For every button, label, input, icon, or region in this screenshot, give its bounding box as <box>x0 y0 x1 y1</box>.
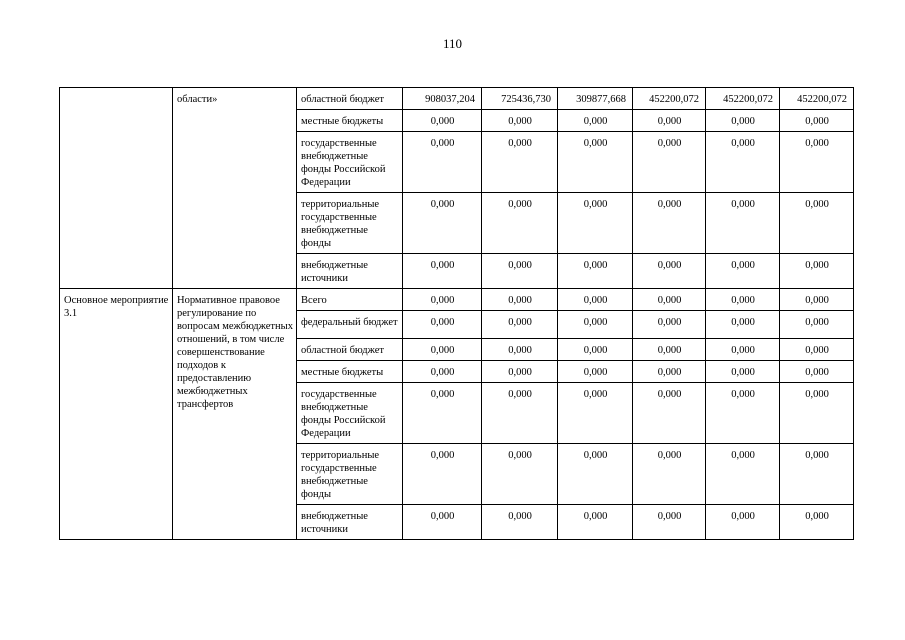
value-cell: 0,000 <box>706 383 780 444</box>
value-cell: 0,000 <box>403 311 482 339</box>
measure-name-cell <box>60 88 173 289</box>
value-cell: 0,000 <box>633 311 706 339</box>
value-cell: 0,000 <box>403 132 482 193</box>
funding-source-cell: местные бюджеты <box>297 361 403 383</box>
value-cell: 0,000 <box>558 444 633 505</box>
funding-source-cell: федеральный бюджет <box>297 311 403 339</box>
value-cell: 0,000 <box>482 444 558 505</box>
value-cell: 0,000 <box>482 289 558 311</box>
table-row <box>60 289 854 311</box>
value-cell: 0,000 <box>706 444 780 505</box>
value-cell: 0,000 <box>482 339 558 361</box>
value-cell: 0,000 <box>780 383 854 444</box>
value-cell: 0,000 <box>780 110 854 132</box>
value-cell: 0,000 <box>633 361 706 383</box>
value-cell: 0,000 <box>706 289 780 311</box>
value-cell: 0,000 <box>558 505 633 540</box>
value-cell: 0,000 <box>706 339 780 361</box>
value-cell: 0,000 <box>706 361 780 383</box>
value-cell: 0,000 <box>403 383 482 444</box>
value-cell: 0,000 <box>633 254 706 289</box>
measure-description-cell: Нормативное правовое регулирование по вопросам межбюджетных отношений, в том числе совершенствование подходов к предоставлению межбюджетных трансфертов <box>173 289 297 540</box>
value-cell: 0,000 <box>633 193 706 254</box>
value-cell: 0,000 <box>558 339 633 361</box>
value-cell: 0,000 <box>482 110 558 132</box>
value-cell: 0,000 <box>482 193 558 254</box>
value-cell: 0,000 <box>558 193 633 254</box>
value-cell: 0,000 <box>706 193 780 254</box>
value-cell: 0,000 <box>482 254 558 289</box>
value-cell: 0,000 <box>558 110 633 132</box>
value-cell: 0,000 <box>403 361 482 383</box>
value-cell: 0,000 <box>780 289 854 311</box>
value-cell: 0,000 <box>558 383 633 444</box>
value-cell: 452200,072 <box>633 88 706 110</box>
funding-source-cell: территориальные государственные внебюджетные фонды <box>297 193 403 254</box>
value-cell: 0,000 <box>706 254 780 289</box>
value-cell: 0,000 <box>482 132 558 193</box>
value-cell: 725436,730 <box>482 88 558 110</box>
funding-source-cell: Всего <box>297 289 403 311</box>
value-cell: 0,000 <box>403 505 482 540</box>
value-cell: 0,000 <box>403 289 482 311</box>
value-cell: 0,000 <box>780 132 854 193</box>
value-cell: 0,000 <box>706 110 780 132</box>
value-cell: 0,000 <box>706 505 780 540</box>
funding-source-cell: государственные внебюджетные фонды Российской Федерации <box>297 383 403 444</box>
funding-source-cell: территориальные государственные внебюджетные фонды <box>297 444 403 505</box>
value-cell: 0,000 <box>633 444 706 505</box>
table-row <box>60 88 854 110</box>
value-cell: 0,000 <box>403 339 482 361</box>
value-cell: 0,000 <box>780 361 854 383</box>
budget-table <box>59 87 854 540</box>
measure-description-cell: области» <box>173 88 297 289</box>
value-cell: 0,000 <box>633 132 706 193</box>
value-cell: 0,000 <box>558 254 633 289</box>
value-cell: 0,000 <box>482 361 558 383</box>
value-cell: 0,000 <box>633 505 706 540</box>
funding-source-cell: внебюджетные источники <box>297 505 403 540</box>
value-cell: 0,000 <box>633 383 706 444</box>
value-cell: 0,000 <box>780 339 854 361</box>
funding-source-cell: областной бюджет <box>297 88 403 110</box>
value-cell: 0,000 <box>558 132 633 193</box>
funding-source-cell: государственные внебюджетные фонды Российской Федерации <box>297 132 403 193</box>
value-cell: 0,000 <box>558 289 633 311</box>
value-cell: 0,000 <box>706 132 780 193</box>
value-cell: 0,000 <box>633 110 706 132</box>
value-cell: 0,000 <box>403 254 482 289</box>
page-number: 110 <box>442 36 463 51</box>
value-cell: 0,000 <box>403 110 482 132</box>
value-cell: 452200,072 <box>706 88 780 110</box>
value-cell: 0,000 <box>780 311 854 339</box>
funding-source-cell: областной бюджет <box>297 339 403 361</box>
value-cell: 0,000 <box>403 193 482 254</box>
value-cell: 0,000 <box>558 361 633 383</box>
value-cell: 309877,668 <box>558 88 633 110</box>
funding-source-cell: внебюджетные источники <box>297 254 403 289</box>
value-cell: 0,000 <box>780 505 854 540</box>
value-cell: 0,000 <box>482 311 558 339</box>
value-cell: 0,000 <box>780 444 854 505</box>
value-cell: 0,000 <box>706 311 780 339</box>
value-cell: 0,000 <box>403 444 482 505</box>
value-cell: 0,000 <box>780 254 854 289</box>
value-cell: 0,000 <box>633 289 706 311</box>
measure-name-cell: Основное мероприятие 3.1 <box>60 289 173 540</box>
value-cell: 0,000 <box>482 505 558 540</box>
value-cell: 0,000 <box>482 383 558 444</box>
value-cell: 0,000 <box>633 339 706 361</box>
value-cell: 0,000 <box>558 311 633 339</box>
funding-source-cell: местные бюджеты <box>297 110 403 132</box>
value-cell: 452200,072 <box>780 88 854 110</box>
value-cell: 908037,204 <box>403 88 482 110</box>
value-cell: 0,000 <box>780 193 854 254</box>
